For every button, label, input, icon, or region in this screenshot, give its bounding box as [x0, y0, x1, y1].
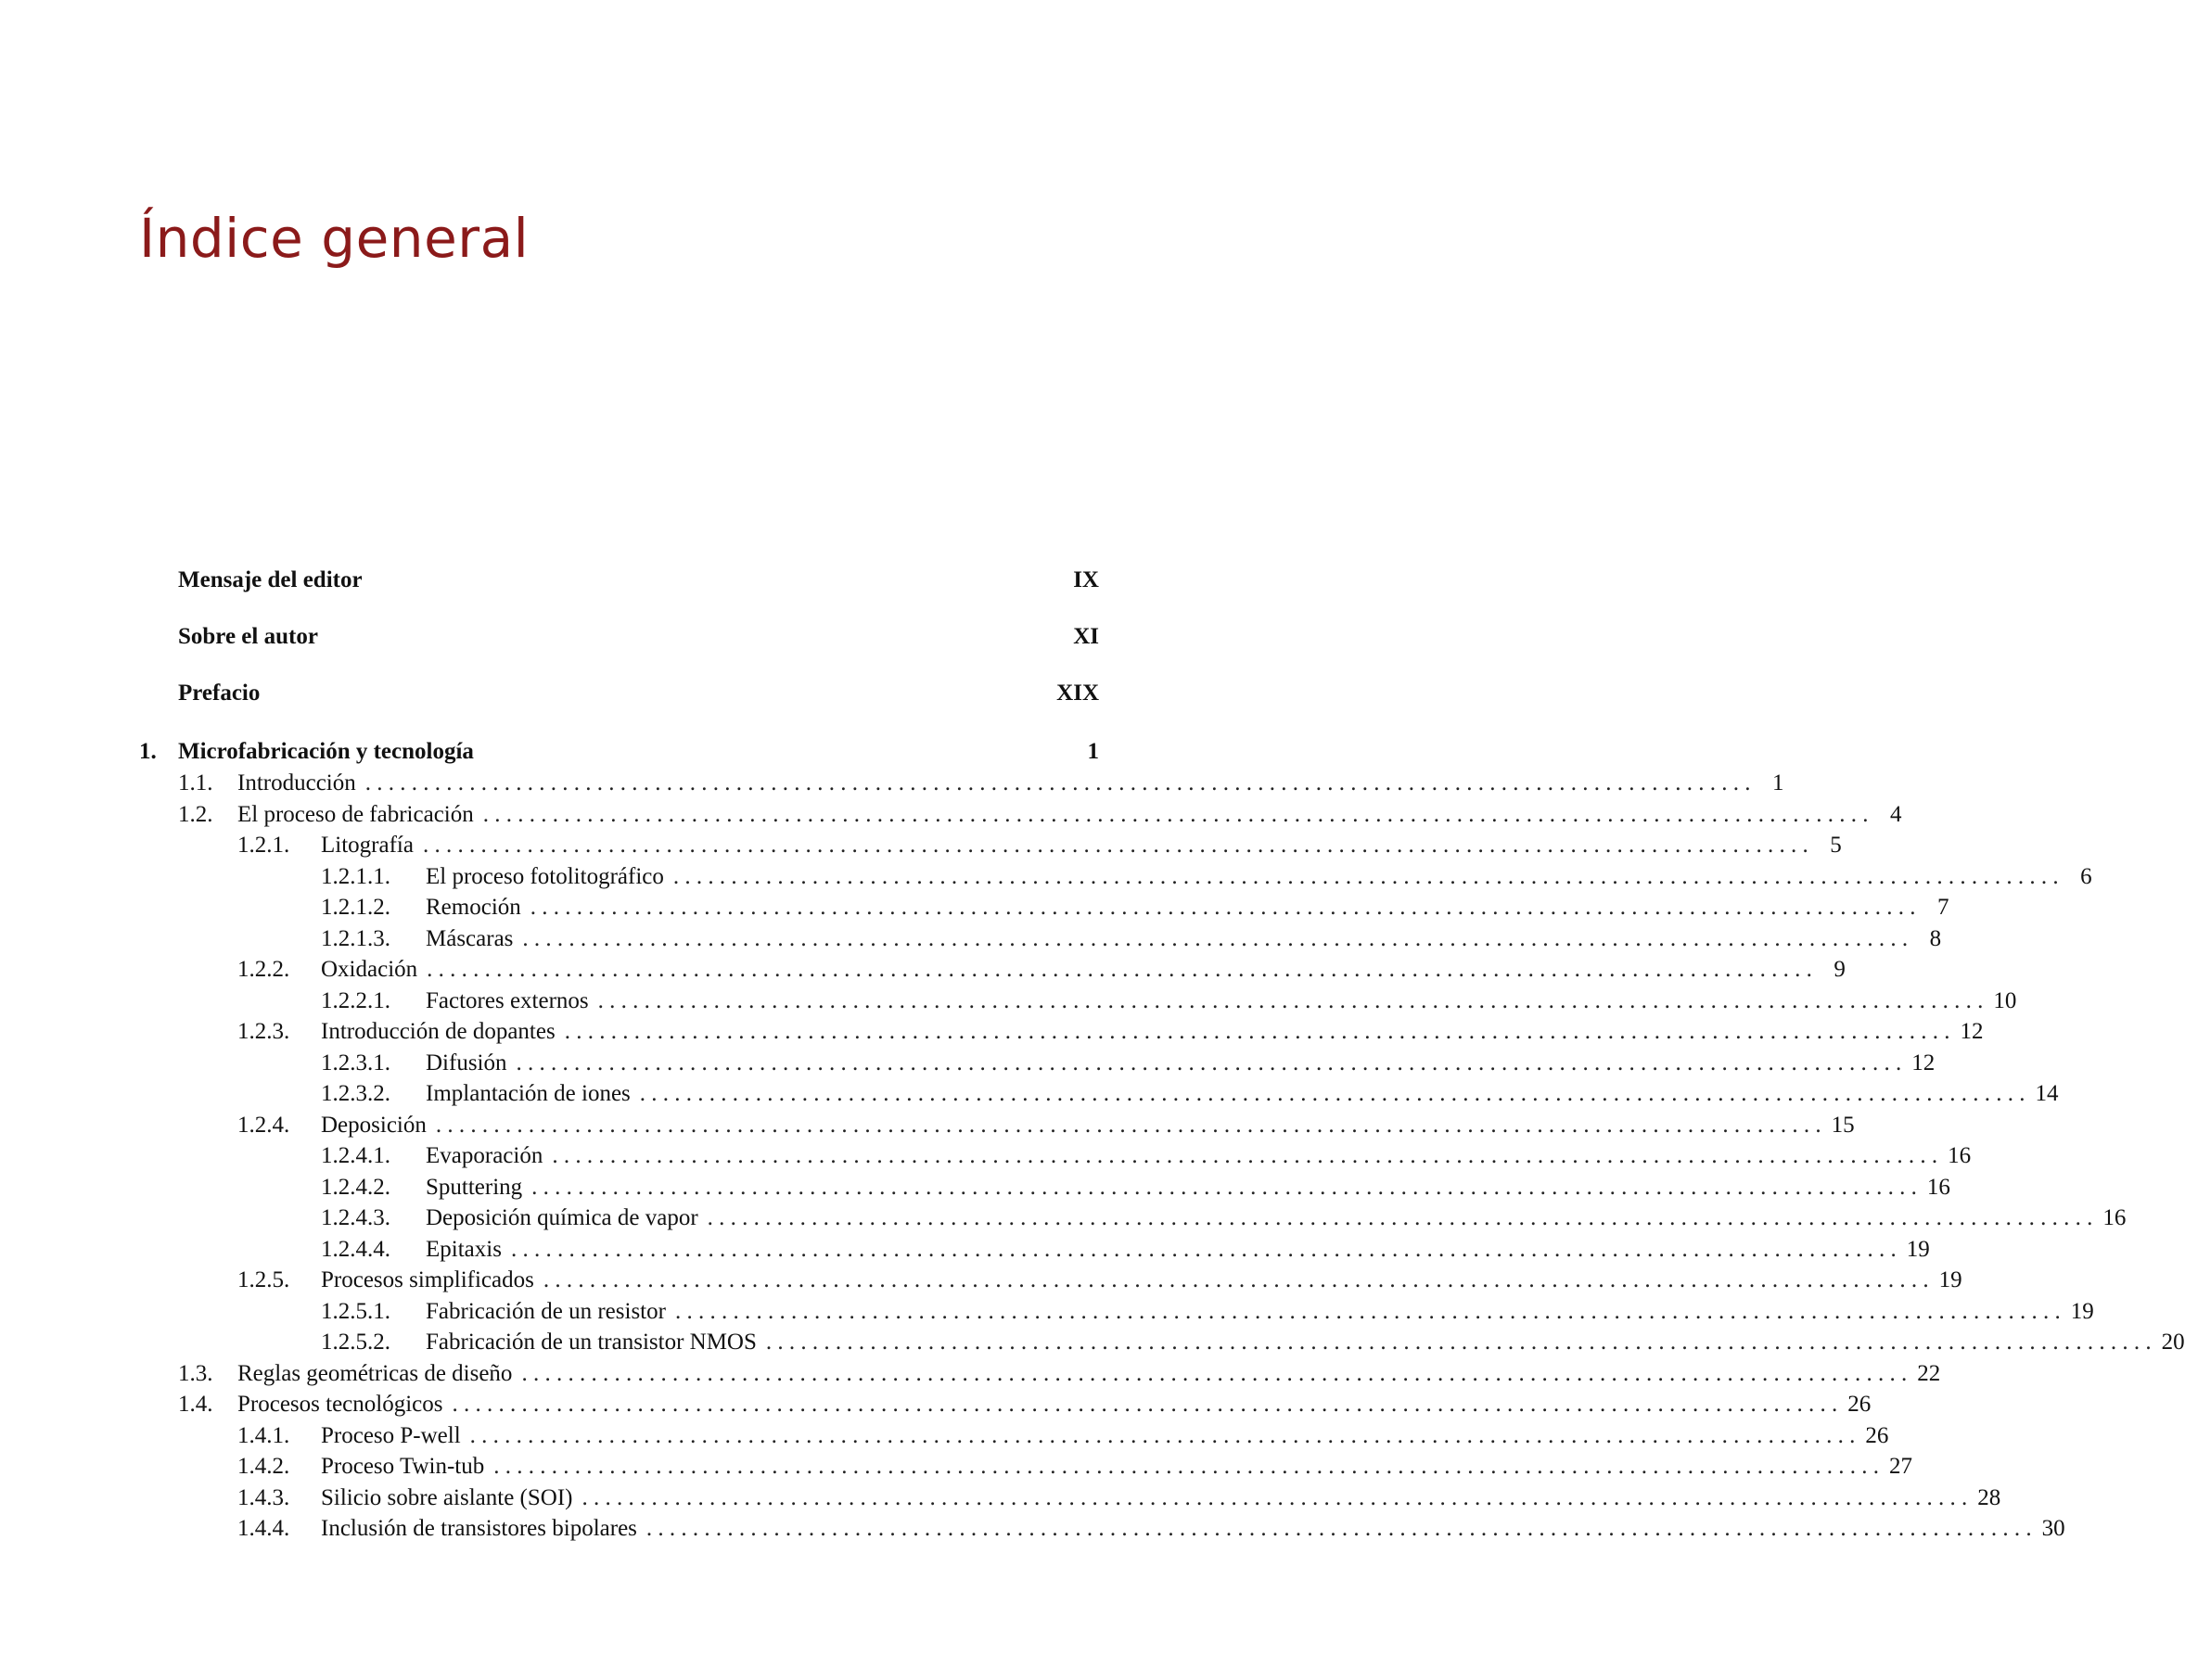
toc-entry-title: Proceso Twin-tub	[321, 1454, 485, 1479]
toc-entry[interactable]	[139, 833, 1842, 864]
toc-dot-leader: . . . . . . . . . . . . . . . . . . . . . . . . . . . . . . . . . . . . . . . . . . . . . . . . . . . . . . . . . . . . . . . . . . . . . . . . . . . . . . . . . . . . . . . . . . . . . . . . . . . . . . . . . . . . . . . . . . . . . . . .	[422, 833, 1808, 858]
toc-entry[interactable]	[139, 1454, 1912, 1485]
toc-dot-leader: . . . . . . . . . . . . . . . . . . . . . . . . . . . . . . . . . . . . . . . . . . . . . . . . . . . . . . . . . . . . . . . . . . . . . . . . . . . . . . . . . . . . . . . . . . . . . . . . . . . . . . . . . . . . . . . . . . . . . . . .	[493, 1454, 1879, 1479]
toc-entry-number: 1.4.3.	[237, 1484, 290, 1510]
toc-dot-leader: . . . . . . . . . . . . . . . . . . . . . . . . . . . . . . . . . . . . . . . . . . . . . . . . . . . . . . . . . . . . . . . . . . . . . . . . . . . . . . . . . . . . . . . . . . . . . . . . . . . . . . . . . . . . . . . . . . . . . . . .	[581, 1484, 1968, 1510]
toc-entry-page: 10	[1993, 987, 2017, 1013]
toc-dot-leader: . . . . . . . . . . . . . . . . . . . . . . . . . . . . . . . . . . . . . . . . . . . . . . . . . . . . . . . . . . . . . . . . . . . . . . . . . . . . . . . . . . . . . . . . . . . . . . . . . . . . . . . . . . . . . . . . . . . . . . . .	[482, 801, 1869, 827]
toc-entry-title: El proceso fotolitográfico	[426, 863, 664, 889]
toc-entry[interactable]	[139, 1143, 1972, 1175]
toc-entry-number: 1.2.1.3.	[321, 925, 390, 951]
toc-entry-title: Reglas geométricas de diseño	[237, 1360, 513, 1386]
toc-entry[interactable]	[139, 1236, 1930, 1268]
toc-entry-title: El proceso de fabricación	[237, 801, 474, 827]
toc-entry-title: Remoción	[426, 895, 521, 920]
toc-entry[interactable]	[139, 895, 1949, 926]
toc-entry-page: 20	[2161, 1330, 2185, 1355]
toc-chapter-title: Microfabricación y tecnología	[178, 739, 474, 764]
toc-dot-leader: . . . . . . . . . . . . . . . . . . . . . . . . . . . . . . . . . . . . . . . . . . . . . . . . . . . . . . . . . . . . . . . . . . . . . . . . . . . . . . . . . . . . . . . . . . . . . . . . . . . . . . . . . . . . . . . . . . . . . . . .	[469, 1422, 1856, 1448]
toc-dot-leader: . . . . . . . . . . . . . . . . . . . . . . . . . . . . . . . . . . . . . . . . . . . . . . . . . . . . . . . . . . . . . . . . . . . . . . . . . . . . . . . . . . . . . . . . . . . . . . . . . . . . . . . . . . . . . . . . . . . . . . . .	[597, 987, 1984, 1013]
toc-entry-number: 1.2.2.	[237, 957, 290, 982]
toc-entry-page: 15	[1831, 1112, 1855, 1138]
toc-entry-number: 1.2.5.2.	[321, 1330, 390, 1355]
toc-entry-number: 1.4.4.	[237, 1516, 290, 1541]
toc-dot-leader: . . . . . . . . . . . . . . . . . . . . . . . . . . . . . . . . . . . . . . . . . . . . . . . . . . . . . . . . . . . . . . . . . . . . . . . . . . . . . . . . . . . . . . . . . . . . . . . . . . . . . . . . . . . . . . . . . . . . . . . .	[765, 1330, 2152, 1355]
toc-entry-title: Fabricación de un resistor	[426, 1298, 666, 1324]
toc-entry-page: 8	[1929, 925, 1942, 951]
toc-entry-title: Proceso P-well	[321, 1422, 461, 1448]
toc-entry-title: Sputtering	[426, 1174, 523, 1200]
toc-dot-leader: . . . . . . . . . . . . . . . . . . . . . . . . . . . . . . . . . . . . . . . . . . . . . . . . . . . . . . . . . . . . . . . . . . . . . . . . . . . . . . . . . . . . . . . . . . . . . . . . . . . . . . . . . . . . . . . . . . . . . . . .	[672, 863, 2059, 889]
toc-entry-title: Inclusión de transistores bipolares	[321, 1516, 637, 1541]
toc-entry-title: Deposición	[321, 1112, 427, 1138]
toc-entry[interactable]	[139, 1484, 2001, 1517]
toc-entry-title: Factores externos	[426, 987, 589, 1013]
toc-entry[interactable]	[139, 1081, 2059, 1113]
toc-entry-number: 1.2.4.4.	[321, 1236, 390, 1262]
toc-entry-page: 12	[1911, 1050, 1936, 1075]
toc-entry-number: 1.2.5.1.	[321, 1298, 390, 1324]
toc-entry-title: Epitaxis	[426, 1236, 502, 1262]
toc-entry-page: 12	[1960, 1019, 1984, 1044]
toc-entry[interactable]	[139, 1392, 1872, 1423]
toc-entry-page: 19	[1938, 1267, 1962, 1292]
toc-entry-list	[139, 770, 2185, 1547]
toc-dot-leader: . . . . . . . . . . . . . . . . . . . . . . . . . . . . . . . . . . . . . . . . . . . . . . . . . . . . . . . . . . . . . . . . . . . . . . . . . . . . . . . . . . . . . . . . . . . . . . . . . . . . . . . . . . . . . . . . . . . . . . . .	[564, 1019, 1950, 1044]
toc-chapter-page: 1	[1087, 739, 1099, 764]
toc-entry-page: 16	[2102, 1205, 2127, 1230]
toc-front-matter-editor[interactable]	[139, 567, 1099, 624]
toc-entry[interactable]	[139, 957, 1846, 988]
toc-entry-number: 1.4.2.	[237, 1454, 290, 1479]
toc-entry-title: Litografía	[321, 833, 414, 858]
toc-entry-page: 19	[2070, 1298, 2094, 1324]
toc-entry[interactable]	[139, 1330, 2185, 1361]
toc-entry[interactable]	[139, 1050, 1936, 1082]
toc-entry-number: 1.2.1.2.	[321, 895, 390, 920]
toc-entry-title: Fabricación de un transistor NMOS	[426, 1330, 757, 1355]
toc-entry-page: 16	[1926, 1174, 1950, 1200]
toc-entry-page: 30	[2041, 1516, 2065, 1541]
toc-entry-number: 1.2.3.	[237, 1019, 290, 1044]
toc-dot-leader: . . . . . . . . . . . . . . . . . . . . . . . . . . . . . . . . . . . . . . . . . . . . . . . . . . . . . . . . . . . . . . . . . . . . . . . . . . . . . . . . . . . . . . . . . . . . . . . . . . . . . . . . . . . . . . . . . . . . . . . .	[435, 1112, 1821, 1138]
toc-dot-leader: . . . . . . . . . . . . . . . . . . . . . . . . . . . . . . . . . . . . . . . . . . . . . . . . . . . . . . . . . . . . . . . . . . . . . . . . . . . . . . . . . . . . . . . . . . . . . . . . . . . . . . . . . . . . . . . . . . . . . . . .	[364, 770, 1751, 795]
toc-entry-page: IX	[1073, 567, 1099, 592]
toc-entry-page: 7	[1937, 895, 1949, 920]
toc-entry[interactable]	[139, 1298, 2094, 1330]
toc-entry-page: 4	[1890, 801, 1902, 827]
table-of-contents	[139, 567, 2185, 1547]
toc-entry-title: Prefacio	[178, 681, 261, 706]
toc-dot-leader: . . . . . . . . . . . . . . . . . . . . . . . . . . . . . . . . . . . . . . . . . . . . . . . . . . . . . . . . . . . . . . . . . . . . . . . . . . . . . . . . . . . . . . . . . . . . . . . . . . . . . . . . . . . . . . . . . . . . . . . .	[543, 1267, 1929, 1292]
toc-entry-page: 28	[1977, 1484, 2001, 1510]
toc-entry-page: XIX	[1056, 681, 1099, 706]
toc-chapter-1[interactable]	[139, 739, 1099, 770]
toc-entry-page: 5	[1830, 833, 1842, 858]
toc-entry[interactable]	[139, 1174, 1950, 1206]
toc-dot-leader: . . . . . . . . . . . . . . . . . . . . . . . . . . . . . . . . . . . . . . . . . . . . . . . . . . . . . . . . . . . . . . . . . . . . . . . . . . . . . . . . . . . . . . . . . . . . . . . . . . . . . . . . . . . . . . . . . . . . . . . .	[516, 1050, 1902, 1075]
toc-entry-page: 22	[1917, 1360, 1941, 1386]
toc-entry-page: 19	[1906, 1236, 1930, 1262]
toc-entry-number: 1.2.4.1.	[321, 1143, 390, 1168]
toc-entry-page: 6	[2080, 863, 2092, 889]
toc-entry-number: 1.2.3.1.	[321, 1050, 390, 1075]
toc-entry-number: 1.1.	[178, 770, 213, 795]
toc-dot-leader: . . . . . . . . . . . . . . . . . . . . . . . . . . . . . . . . . . . . . . . . . . . . . . . . . . . . . . . . . . . . . . . . . . . . . . . . . . . . . . . . . . . . . . . . . . . . . . . . . . . . . . . . . . . . . . . . . . . . . . . .	[707, 1205, 2093, 1230]
toc-entry-number: 1.2.4.2.	[321, 1174, 390, 1200]
toc-entry-number: 1.2.1.	[237, 833, 290, 858]
toc-entry[interactable]	[139, 1205, 2127, 1237]
toc-entry-number: 1.2.5.	[237, 1267, 290, 1292]
toc-entry-number: 1.2.1.1.	[321, 863, 390, 889]
toc-dot-leader: . . . . . . . . . . . . . . . . . . . . . . . . . . . . . . . . . . . . . . . . . . . . . . . . . . . . . . . . . . . . . . . . . . . . . . . . . . . . . . . . . . . . . . . . . . . . . . . . . . . . . . . . . . . . . . . . . . . . . . . .	[639, 1081, 2025, 1106]
toc-entry-number: 1.2.2.1.	[321, 987, 390, 1013]
toc-entry[interactable]	[139, 801, 1902, 834]
toc-entry-title: Oxidación	[321, 957, 418, 982]
toc-chapter-number: 1.	[139, 739, 157, 764]
toc-entry-number: 1.2.4.	[237, 1112, 290, 1138]
toc-dot-leader: . . . . . . . . . . . . . . . . . . . . . . . . . . . . . . . . . . . . . . . . . . . . . . . . . . . . . . . . . . . . . . . . . . . . . . . . . . . . . . . . . . . . . . . . . . . . . . . . . . . . . . . . . . . . . . . . . . . . . . . .	[427, 957, 1812, 982]
toc-dot-leader: . . . . . . . . . . . . . . . . . . . . . . . . . . . . . . . . . . . . . . . . . . . . . . . . . . . . . . . . . . . . . . . . . . . . . . . . . . . . . . . . . . . . . . . . . . . . . . . . . . . . . . . . . . . . . . . . . . . . . . . .	[452, 1392, 1838, 1417]
toc-entry-title: Introducción de dopantes	[321, 1019, 556, 1044]
toc-entry-number: 1.4.	[178, 1392, 213, 1417]
toc-entry[interactable]	[139, 1360, 1941, 1393]
toc-entry-title: Mensaje del editor	[178, 567, 363, 592]
toc-entry-title: Máscaras	[426, 925, 514, 951]
toc-entry-page: 14	[2035, 1081, 2059, 1106]
toc-entry-title: Procesos simplificados	[321, 1267, 534, 1292]
toc-entry-number: 1.4.1.	[237, 1422, 290, 1448]
toc-entry-number: 1.3.	[178, 1360, 213, 1386]
toc-entry[interactable]	[139, 1422, 1889, 1455]
toc-entry-page: 16	[1948, 1143, 1972, 1168]
toc-entry-number: 1.2.3.2.	[321, 1081, 390, 1106]
toc-entry-number: 1.2.	[178, 801, 213, 827]
toc-entry[interactable]	[139, 987, 2017, 1020]
toc-dot-leader: . . . . . . . . . . . . . . . . . . . . . . . . . . . . . . . . . . . . . . . . . . . . . . . . . . . . . . . . . . . . . . . . . . . . . . . . . . . . . . . . . . . . . . . . . . . . . . . . . . . . . . . . . . . . . . . . . . . . . . . .	[510, 1236, 1897, 1262]
toc-front-matter-preface[interactable]	[139, 681, 1099, 737]
toc-entry-title: Sobre el autor	[178, 624, 318, 649]
toc-entry[interactable]	[139, 770, 1784, 802]
toc-entry-title: Silicio sobre aislante (SOI)	[321, 1484, 573, 1510]
toc-dot-leader: . . . . . . . . . . . . . . . . . . . . . . . . . . . . . . . . . . . . . . . . . . . . . . . . . . . . . . . . . . . . . . . . . . . . . . . . . . . . . . . . . . . . . . . . . . . . . . . . . . . . . . . . . . . . . . . . . . . . . . . .	[552, 1143, 1938, 1168]
toc-entry[interactable]	[139, 1516, 2065, 1547]
toc-entry-page: 9	[1834, 957, 1846, 982]
toc-entry-page: 26	[1865, 1422, 1889, 1448]
toc-entry[interactable]	[139, 925, 1942, 958]
toc-front-matter-author[interactable]	[139, 624, 1099, 681]
toc-entry-title: Difusión	[426, 1050, 507, 1075]
toc-entry[interactable]	[139, 1267, 1962, 1299]
toc-entry-page: 1	[1771, 770, 1784, 795]
toc-dot-leader: . . . . . . . . . . . . . . . . . . . . . . . . . . . . . . . . . . . . . . . . . . . . . . . . . . . . . . . . . . . . . . . . . . . . . . . . . . . . . . . . . . . . . . . . . . . . . . . . . . . . . . . . . . . . . . . . . . . . . . . .	[645, 1516, 2032, 1541]
page-title: Índice general	[139, 207, 530, 270]
toc-entry-title: Deposición química de vapor	[426, 1205, 698, 1230]
toc-dot-leader: . . . . . . . . . . . . . . . . . . . . . . . . . . . . . . . . . . . . . . . . . . . . . . . . . . . . . . . . . . . . . . . . . . . . . . . . . . . . . . . . . . . . . . . . . . . . . . . . . . . . . . . . . . . . . . . . . . . . . . . .	[531, 1174, 1917, 1200]
toc-entry-title: Implantación de iones	[426, 1081, 631, 1106]
toc-dot-leader: . . . . . . . . . . . . . . . . . . . . . . . . . . . . . . . . . . . . . . . . . . . . . . . . . . . . . . . . . . . . . . . . . . . . . . . . . . . . . . . . . . . . . . . . . . . . . . . . . . . . . . . . . . . . . . . . . . . . . . . .	[521, 1360, 1908, 1386]
toc-entry-title: Procesos tecnológicos	[237, 1392, 443, 1417]
toc-entry-number: 1.2.4.3.	[321, 1205, 390, 1230]
toc-entry-title: Evaporación	[426, 1143, 543, 1168]
toc-entry[interactable]	[139, 1019, 1984, 1050]
toc-entry[interactable]	[139, 863, 2092, 896]
toc-dot-leader: . . . . . . . . . . . . . . . . . . . . . . . . . . . . . . . . . . . . . . . . . . . . . . . . . . . . . . . . . . . . . . . . . . . . . . . . . . . . . . . . . . . . . . . . . . . . . . . . . . . . . . . . . . . . . . . . . . . . . . . .	[530, 895, 1916, 920]
toc-entry-page: 27	[1889, 1454, 1912, 1479]
toc-entry[interactable]	[139, 1112, 1855, 1144]
toc-dot-leader: . . . . . . . . . . . . . . . . . . . . . . . . . . . . . . . . . . . . . . . . . . . . . . . . . . . . . . . . . . . . . . . . . . . . . . . . . . . . . . . . . . . . . . . . . . . . . . . . . . . . . . . . . . . . . . . . . . . . . . . .	[674, 1298, 2061, 1324]
toc-dot-leader: . . . . . . . . . . . . . . . . . . . . . . . . . . . . . . . . . . . . . . . . . . . . . . . . . . . . . . . . . . . . . . . . . . . . . . . . . . . . . . . . . . . . . . . . . . . . . . . . . . . . . . . . . . . . . . . . . . . . . . . .	[522, 925, 1909, 951]
toc-entry-page: 26	[1847, 1392, 1872, 1417]
toc-entry-page: XI	[1073, 624, 1099, 649]
toc-entry-title: Introducción	[237, 770, 356, 795]
